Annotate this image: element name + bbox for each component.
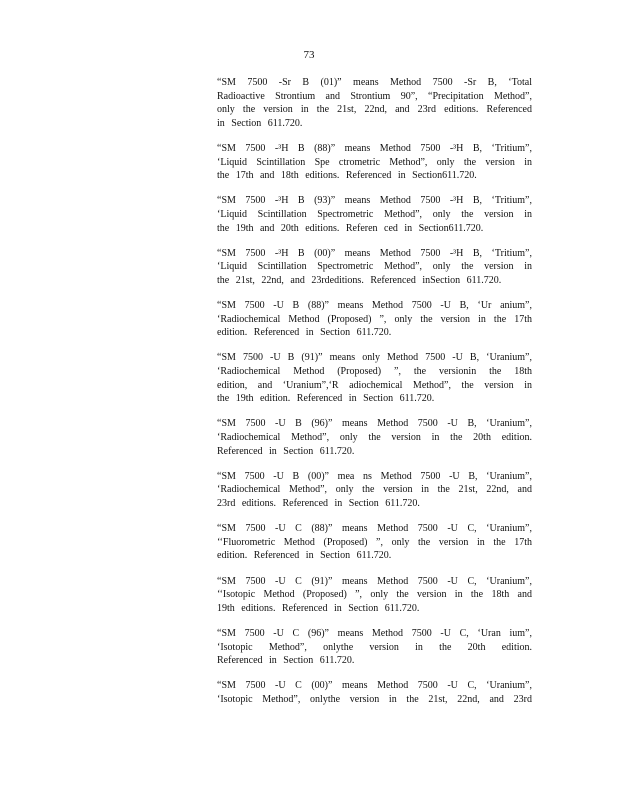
text-line: “SM 7500 -Sr B (01)” means Method 7500 -Sr B, ‘Total: [217, 77, 532, 88]
definition-entry-sm-7500-sr-b-01: [217, 76, 532, 130]
definition-entry-sm-7500-3h-b-93: [217, 194, 532, 235]
text-line: ‘Isotopic Method”, onlythe version in the 21st, 22nd, and 23rd: [217, 693, 532, 705]
text-line: Referenced in Section 611.720.: [217, 445, 355, 457]
definition-entry-sm-7500-u-c-00: [217, 679, 532, 706]
text-line: “SM 7500 -U C (00)” means Method 7500 -U C, ‘Uranium”,: [217, 680, 532, 692]
definitions-list: [217, 76, 532, 718]
text-line: ‘Radiochemical Method”, only the version in the 21st, 22nd, and: [217, 484, 532, 496]
definition-entry-sm-7500-u-b-91: [217, 351, 532, 405]
definition-entry-sm-7500-u-c-96: [217, 627, 532, 668]
text-line: in Section 611.720.: [217, 117, 303, 129]
text-line: edition, and ‘Uranium”,‘R adiochemical Method”, the version in: [217, 379, 532, 391]
text-line: “SM 7500 -U C (96)” means Method 7500 -U C, ‘Uran ium”,: [217, 627, 532, 639]
text-line: ‘Isotopic Method”, onlythe version in the 20th edition.: [217, 641, 532, 653]
text-line: Radioactive Strontium and Strontium 90”, “Precipitation Method”,: [217, 90, 532, 102]
page-number: 73: [303, 49, 315, 61]
text-line: only the version in the 21st, 22nd, and 23rd editions. Referenced: [217, 104, 532, 116]
text-line: ‘Liquid Scintillation Spe ctrometric Method”, only the version in: [217, 156, 532, 168]
text-line: ‘‘Fluorometric Method (Proposed) ”, only the version in the 17th: [217, 536, 532, 548]
text-line: ‘Radiochemical Method (Proposed) ”, only the version in the 17th: [217, 313, 532, 325]
text-line: the 21st, 22nd, and 23rdeditions. Referenced inSection 611.720.: [217, 274, 502, 286]
text-line: “SM 7500 -U B (88)” means Method 7500 -U B, ‘Ur anium”,: [217, 300, 532, 312]
text-line: ‘Liquid Scintillation Spectrometric Method”, only the version in: [217, 261, 532, 273]
text-line: ‘Liquid Scintillation Spectrometric Method”, only the version in: [217, 208, 532, 220]
text-line: “SM 7500 -U B (91)” means only Method 7500 -U B, ‘Uranium”,: [217, 352, 532, 364]
text-line: “SM 7500 -U C (91)” means Method 7500 -U C, ‘Uranium”,: [217, 575, 532, 587]
text-line: “SM 7500 -U B (96)” means Method 7500 -U B, ‘Uranium”,: [217, 418, 532, 430]
definition-entry-sm-7500-u-b-96: [217, 417, 532, 458]
definition-entry-sm-7500-u-b-00: [217, 470, 532, 511]
text-line: the 17th and 18th editions. Referenced in Section611.720.: [217, 170, 477, 182]
text-line: ‘Radiochemical Method”, only the version in the 20th edition.: [217, 432, 532, 444]
text-line: “SM 7500 -³H B (00)” means Method 7500 -³H B, ‘Tritium”,: [217, 247, 532, 259]
text-line: “SM 7500 -U B (00)” mea ns Method 7500 -U B, ‘Uranium”,: [217, 470, 532, 482]
definition-entry-sm-7500-u-c-88: [217, 522, 532, 563]
definition-entry-sm-7500-u-c-91: [217, 575, 532, 616]
definition-entry-sm-7500-u-b-88: [217, 299, 532, 340]
text-line: “SM 7500 -U C (88)” means Method 7500 -U C, ‘Uranium”,: [217, 523, 532, 535]
text-line: the 19th edition. Referenced in Section 611.720.: [217, 393, 435, 405]
text-line: 19th editions. Referenced in Section 611.720.: [217, 602, 420, 614]
text-line: 23rd editions. Referenced in Section 611.720.: [217, 498, 420, 509]
text-line: “SM 7500 -³H B (88)” means Method 7500 -³H B, ‘Tritium”,: [217, 142, 532, 154]
text-line: the 19th and 20th editions. Referen ced in Section611.720.: [217, 222, 484, 234]
text-line: ‘Radiochemical Method (Proposed) ”, the versionin the 18th: [217, 366, 532, 378]
text-line: “SM 7500 -³H B (93)” means Method 7500 -³H B, ‘Tritium”,: [217, 195, 532, 207]
text-line: Referenced in Section 611.720.: [217, 655, 355, 667]
definition-entry-sm-7500-3h-b-88: [217, 142, 532, 183]
text-line: ‘‘Isotopic Method (Proposed) ”, only the version in the 18th and: [217, 589, 532, 601]
text-line: edition. Referenced in Section 611.720.: [217, 550, 392, 562]
text-line: edition. Referenced in Section 611.720.: [217, 327, 392, 339]
definition-entry-sm-7500-3h-b-00: [217, 247, 532, 288]
